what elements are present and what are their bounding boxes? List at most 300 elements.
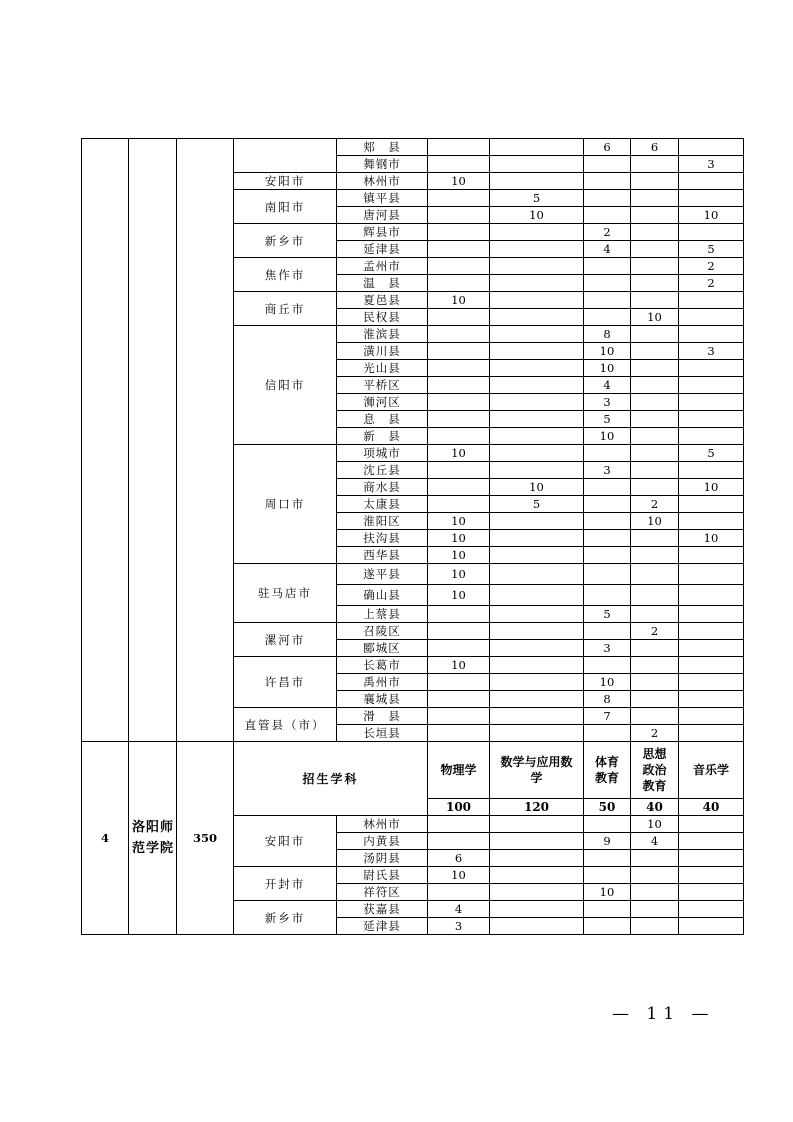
quota-cell: 2 (584, 224, 631, 241)
quota-cell (428, 816, 490, 833)
county-cell: 项城市 (337, 445, 428, 462)
quota-cell (428, 377, 490, 394)
city-cell: 安阳市 (234, 816, 337, 867)
quota-cell (631, 292, 679, 309)
county-cell: 上蔡县 (337, 606, 428, 623)
quota-cell (490, 901, 584, 918)
quota-cell (584, 309, 631, 326)
quota-cell (584, 207, 631, 224)
quota-cell (631, 918, 679, 935)
quota-cell (631, 479, 679, 496)
quota-cell (679, 190, 744, 207)
quota-cell (679, 394, 744, 411)
quota-cell (490, 377, 584, 394)
quota-cell (679, 884, 744, 901)
blank-school-cell (129, 139, 177, 742)
quota-cell (679, 674, 744, 691)
quota-cell: 5 (679, 445, 744, 462)
quota-cell (490, 657, 584, 674)
quota-cell: 4 (584, 377, 631, 394)
quota-cell (584, 547, 631, 564)
quota-cell: 10 (584, 884, 631, 901)
quota-cell (631, 691, 679, 708)
enrollment-table (81, 138, 744, 935)
quota-cell (679, 326, 744, 343)
quota-cell (428, 496, 490, 513)
quota-cell (679, 867, 744, 884)
subject-name (679, 742, 744, 799)
quota-cell (428, 343, 490, 360)
quota-cell (631, 156, 679, 173)
quota-cell: 10 (428, 445, 490, 462)
quota-cell (428, 326, 490, 343)
blank-total-cell (177, 139, 234, 742)
city-cell: 许昌市 (234, 657, 337, 708)
quota-cell: 8 (584, 691, 631, 708)
quota-cell (490, 241, 584, 258)
quota-cell (490, 428, 584, 445)
subject-quota: 120 (490, 799, 584, 816)
quota-cell (490, 816, 584, 833)
quota-cell (631, 606, 679, 623)
quota-cell (679, 640, 744, 657)
quota-cell (490, 564, 584, 585)
quota-cell (490, 156, 584, 173)
quota-cell (679, 360, 744, 377)
subject-name-text: 音乐学 (692, 763, 729, 777)
city-cell: 信阳市 (234, 326, 337, 445)
quota-cell (584, 657, 631, 674)
quota-cell (631, 394, 679, 411)
subject-name-text: 体育教育 (594, 755, 619, 785)
quota-cell (490, 394, 584, 411)
city-cell: 南阳市 (234, 190, 337, 224)
school-total: 350 (177, 742, 234, 935)
quota-cell (631, 640, 679, 657)
quota-cell (490, 850, 584, 867)
quota-cell (584, 585, 631, 606)
subject-name (584, 742, 631, 799)
quota-cell (490, 833, 584, 850)
school-name-char: 洛 (131, 820, 145, 835)
quota-cell (490, 309, 584, 326)
county-cell: 长垣县 (337, 725, 428, 742)
county-cell: 扶沟县 (337, 530, 428, 547)
county-cell: 孟州市 (337, 258, 428, 275)
quota-cell (631, 708, 679, 725)
quota-cell: 9 (584, 833, 631, 850)
quota-cell (490, 708, 584, 725)
city-cell: 安阳市 (234, 173, 337, 190)
quota-cell (428, 360, 490, 377)
quota-cell (490, 411, 584, 428)
quota-cell (631, 360, 679, 377)
county-cell: 平桥区 (337, 377, 428, 394)
quota-cell (428, 462, 490, 479)
city-cell: 漯河市 (234, 623, 337, 657)
quota-cell (490, 547, 584, 564)
quota-cell: 6 (584, 139, 631, 156)
quota-cell (679, 564, 744, 585)
quota-cell: 3 (679, 343, 744, 360)
county-cell: 长葛市 (337, 657, 428, 674)
subject-name-text: 物理学 (440, 763, 477, 777)
quota-cell (631, 547, 679, 564)
quota-cell (428, 428, 490, 445)
quota-cell (631, 445, 679, 462)
county-cell: 汤阴县 (337, 850, 428, 867)
county-cell: 民权县 (337, 309, 428, 326)
county-cell: 内黄县 (337, 833, 428, 850)
city-cell: 商丘市 (234, 292, 337, 326)
county-cell: 光山县 (337, 360, 428, 377)
quota-cell (679, 496, 744, 513)
quota-cell: 10 (584, 343, 631, 360)
county-cell: 禹州市 (337, 674, 428, 691)
quota-cell (631, 564, 679, 585)
quota-cell (679, 224, 744, 241)
county-cell: 镇平县 (337, 190, 428, 207)
quota-cell (490, 918, 584, 935)
quota-cell (428, 190, 490, 207)
quota-cell: 10 (490, 479, 584, 496)
subject-name-text: 数学与应用数学 (500, 755, 573, 785)
quota-cell (490, 585, 584, 606)
county-cell: 太康县 (337, 496, 428, 513)
county-cell: 延津县 (337, 918, 428, 935)
quota-cell: 5 (490, 190, 584, 207)
city-cell: 周口市 (234, 445, 337, 564)
quota-cell (679, 725, 744, 742)
quota-cell: 10 (584, 428, 631, 445)
quota-cell: 10 (428, 547, 490, 564)
county-cell: 获嘉县 (337, 901, 428, 918)
quota-cell (428, 309, 490, 326)
quota-cell (679, 691, 744, 708)
quota-cell (490, 884, 584, 901)
quota-cell (584, 190, 631, 207)
county-cell: 温 县 (337, 275, 428, 292)
quota-cell (584, 496, 631, 513)
quota-cell (631, 241, 679, 258)
city-cell (234, 139, 337, 173)
quota-cell (490, 725, 584, 742)
quota-cell (631, 343, 679, 360)
quota-cell (679, 377, 744, 394)
quota-cell: 3 (584, 394, 631, 411)
county-cell: 祥符区 (337, 884, 428, 901)
quota-cell: 10 (428, 530, 490, 547)
blank-no-cell (82, 139, 129, 742)
quota-cell: 10 (428, 657, 490, 674)
quota-cell: 5 (584, 606, 631, 623)
quota-cell (679, 309, 744, 326)
quota-cell (679, 462, 744, 479)
quota-cell (631, 850, 679, 867)
county-cell: 郏 县 (337, 139, 428, 156)
quota-cell (490, 606, 584, 623)
quota-cell (584, 901, 631, 918)
quota-cell (490, 224, 584, 241)
county-cell: 尉氏县 (337, 867, 428, 884)
county-cell: 西华县 (337, 547, 428, 564)
city-cell: 新乡市 (234, 901, 337, 935)
quota-cell: 10 (428, 867, 490, 884)
quota-cell (631, 190, 679, 207)
school-name-char: 范 (131, 841, 145, 856)
quota-cell (428, 275, 490, 292)
quota-cell (679, 411, 744, 428)
quota-cell (631, 428, 679, 445)
quota-cell (631, 207, 679, 224)
quota-cell (584, 816, 631, 833)
quota-cell (428, 833, 490, 850)
quota-cell (631, 326, 679, 343)
county-cell: 唐河县 (337, 207, 428, 224)
quota-cell: 10 (428, 564, 490, 585)
quota-cell (584, 275, 631, 292)
quota-cell (490, 326, 584, 343)
quota-cell: 10 (679, 479, 744, 496)
school-name-char: 阳 (145, 820, 159, 835)
quota-cell (490, 513, 584, 530)
city-cell: 新乡市 (234, 224, 337, 258)
quota-cell: 10 (631, 816, 679, 833)
quota-cell (584, 564, 631, 585)
quota-cell (631, 258, 679, 275)
quota-cell: 10 (631, 513, 679, 530)
county-cell: 确山县 (337, 585, 428, 606)
quota-cell (428, 394, 490, 411)
quota-cell (490, 258, 584, 275)
quota-cell (631, 173, 679, 190)
quota-cell: 10 (584, 674, 631, 691)
county-cell: 郾城区 (337, 640, 428, 657)
quota-cell (428, 207, 490, 224)
quota-cell: 6 (428, 850, 490, 867)
quota-cell (584, 725, 631, 742)
quota-cell (584, 156, 631, 173)
quota-cell: 4 (584, 241, 631, 258)
city-cell: 直管县（市） (234, 708, 337, 742)
subject-quota: 50 (584, 799, 631, 816)
school-no: 4 (82, 742, 129, 935)
quota-cell (428, 479, 490, 496)
quota-cell (679, 585, 744, 606)
quota-cell (490, 623, 584, 640)
quota-cell: 10 (428, 173, 490, 190)
quota-cell (490, 674, 584, 691)
quota-cell (490, 530, 584, 547)
quota-cell: 3 (584, 462, 631, 479)
school-name-char: 师 (159, 820, 173, 835)
county-cell: 浉河区 (337, 394, 428, 411)
quota-cell (428, 139, 490, 156)
quota-cell: 10 (679, 530, 744, 547)
subject-quota: 40 (679, 799, 744, 816)
quota-cell (631, 901, 679, 918)
quota-cell: 10 (428, 585, 490, 606)
quota-cell (631, 585, 679, 606)
county-cell: 潢川县 (337, 343, 428, 360)
quota-cell: 8 (584, 326, 631, 343)
county-cell: 辉县市 (337, 224, 428, 241)
quota-cell (679, 513, 744, 530)
quota-cell (631, 377, 679, 394)
quota-cell (631, 411, 679, 428)
county-cell: 舞钢市 (337, 156, 428, 173)
county-cell: 沈丘县 (337, 462, 428, 479)
county-cell: 息 县 (337, 411, 428, 428)
quota-cell (584, 918, 631, 935)
county-cell: 滑 县 (337, 708, 428, 725)
quota-cell (428, 674, 490, 691)
quota-cell (679, 816, 744, 833)
subject-name (428, 742, 490, 799)
quota-cell (679, 623, 744, 640)
city-cell: 驻马店市 (234, 564, 337, 623)
quota-cell (679, 292, 744, 309)
subject-name (490, 742, 584, 799)
quota-cell (679, 708, 744, 725)
quota-cell (428, 708, 490, 725)
quota-cell (631, 867, 679, 884)
quota-cell: 7 (584, 708, 631, 725)
quota-cell (490, 867, 584, 884)
quota-cell (490, 445, 584, 462)
county-cell: 夏邑县 (337, 292, 428, 309)
subject-name-text: 思想政治教育 (642, 747, 667, 793)
school-name-char: 学 (145, 841, 159, 856)
subject-label (234, 742, 428, 816)
county-cell: 延津县 (337, 241, 428, 258)
quota-cell: 5 (679, 241, 744, 258)
quota-cell: 2 (631, 496, 679, 513)
quota-cell: 2 (679, 275, 744, 292)
quota-cell (428, 725, 490, 742)
quota-cell (631, 884, 679, 901)
quota-cell (428, 411, 490, 428)
quota-cell: 5 (584, 411, 631, 428)
quota-cell (584, 258, 631, 275)
county-cell: 淮阳区 (337, 513, 428, 530)
quota-cell (428, 156, 490, 173)
quota-cell: 5 (490, 496, 584, 513)
quota-cell (679, 833, 744, 850)
quota-cell (631, 224, 679, 241)
school-name-char: 院 (159, 841, 173, 856)
county-cell: 新 县 (337, 428, 428, 445)
quota-cell (679, 173, 744, 190)
quota-cell (631, 530, 679, 547)
quota-cell: 2 (679, 258, 744, 275)
quota-cell (490, 462, 584, 479)
county-cell: 商水县 (337, 479, 428, 496)
quota-cell (490, 139, 584, 156)
quota-cell: 2 (631, 623, 679, 640)
school-name (129, 742, 177, 935)
quota-cell (679, 428, 744, 445)
quota-cell (679, 657, 744, 674)
quota-cell (428, 884, 490, 901)
quota-cell (428, 640, 490, 657)
quota-cell (490, 343, 584, 360)
quota-cell (584, 479, 631, 496)
quota-cell: 10 (490, 207, 584, 224)
quota-cell: 10 (631, 309, 679, 326)
quota-cell: 10 (679, 207, 744, 224)
quota-cell (679, 547, 744, 564)
subject-quota: 100 (428, 799, 490, 816)
quota-cell (490, 640, 584, 657)
subject-label-text: 招生学科 (302, 771, 359, 786)
quota-cell: 10 (428, 513, 490, 530)
quota-cell (631, 657, 679, 674)
quota-cell (679, 901, 744, 918)
quota-cell: 4 (631, 833, 679, 850)
quota-cell (631, 674, 679, 691)
county-cell: 召陵区 (337, 623, 428, 640)
quota-cell: 3 (679, 156, 744, 173)
quota-cell (490, 275, 584, 292)
quota-cell: 3 (584, 640, 631, 657)
county-cell: 林州市 (337, 173, 428, 190)
quota-cell (584, 513, 631, 530)
quota-cell: 10 (428, 292, 490, 309)
quota-cell (584, 445, 631, 462)
quota-cell (631, 462, 679, 479)
quota-cell (490, 292, 584, 309)
quota-cell (679, 606, 744, 623)
quota-cell (490, 360, 584, 377)
quota-cell (679, 139, 744, 156)
county-cell: 林州市 (337, 816, 428, 833)
quota-cell (428, 224, 490, 241)
quota-cell (631, 275, 679, 292)
quota-cell (584, 530, 631, 547)
page-number: — 11 — (612, 1004, 715, 1024)
county-cell: 淮滨县 (337, 326, 428, 343)
quota-cell: 3 (428, 918, 490, 935)
quota-cell: 10 (584, 360, 631, 377)
quota-cell: 2 (631, 725, 679, 742)
quota-cell (679, 918, 744, 935)
county-cell: 遂平县 (337, 564, 428, 585)
quota-cell (428, 623, 490, 640)
quota-cell: 4 (428, 901, 490, 918)
county-cell: 襄城县 (337, 691, 428, 708)
quota-cell (584, 850, 631, 867)
quota-cell (428, 258, 490, 275)
school-header-row (82, 742, 744, 799)
subject-quota: 40 (631, 799, 679, 816)
quota-cell (584, 292, 631, 309)
quota-cell (428, 241, 490, 258)
quota-cell (584, 623, 631, 640)
quota-cell (428, 691, 490, 708)
city-cell: 焦作市 (234, 258, 337, 292)
quota-cell (584, 173, 631, 190)
quota-cell (428, 606, 490, 623)
quota-cell (584, 867, 631, 884)
city-cell: 开封市 (234, 867, 337, 901)
table-row (82, 139, 744, 156)
subject-name (631, 742, 679, 799)
quota-cell (679, 850, 744, 867)
quota-cell (490, 691, 584, 708)
quota-cell: 6 (631, 139, 679, 156)
quota-cell (490, 173, 584, 190)
